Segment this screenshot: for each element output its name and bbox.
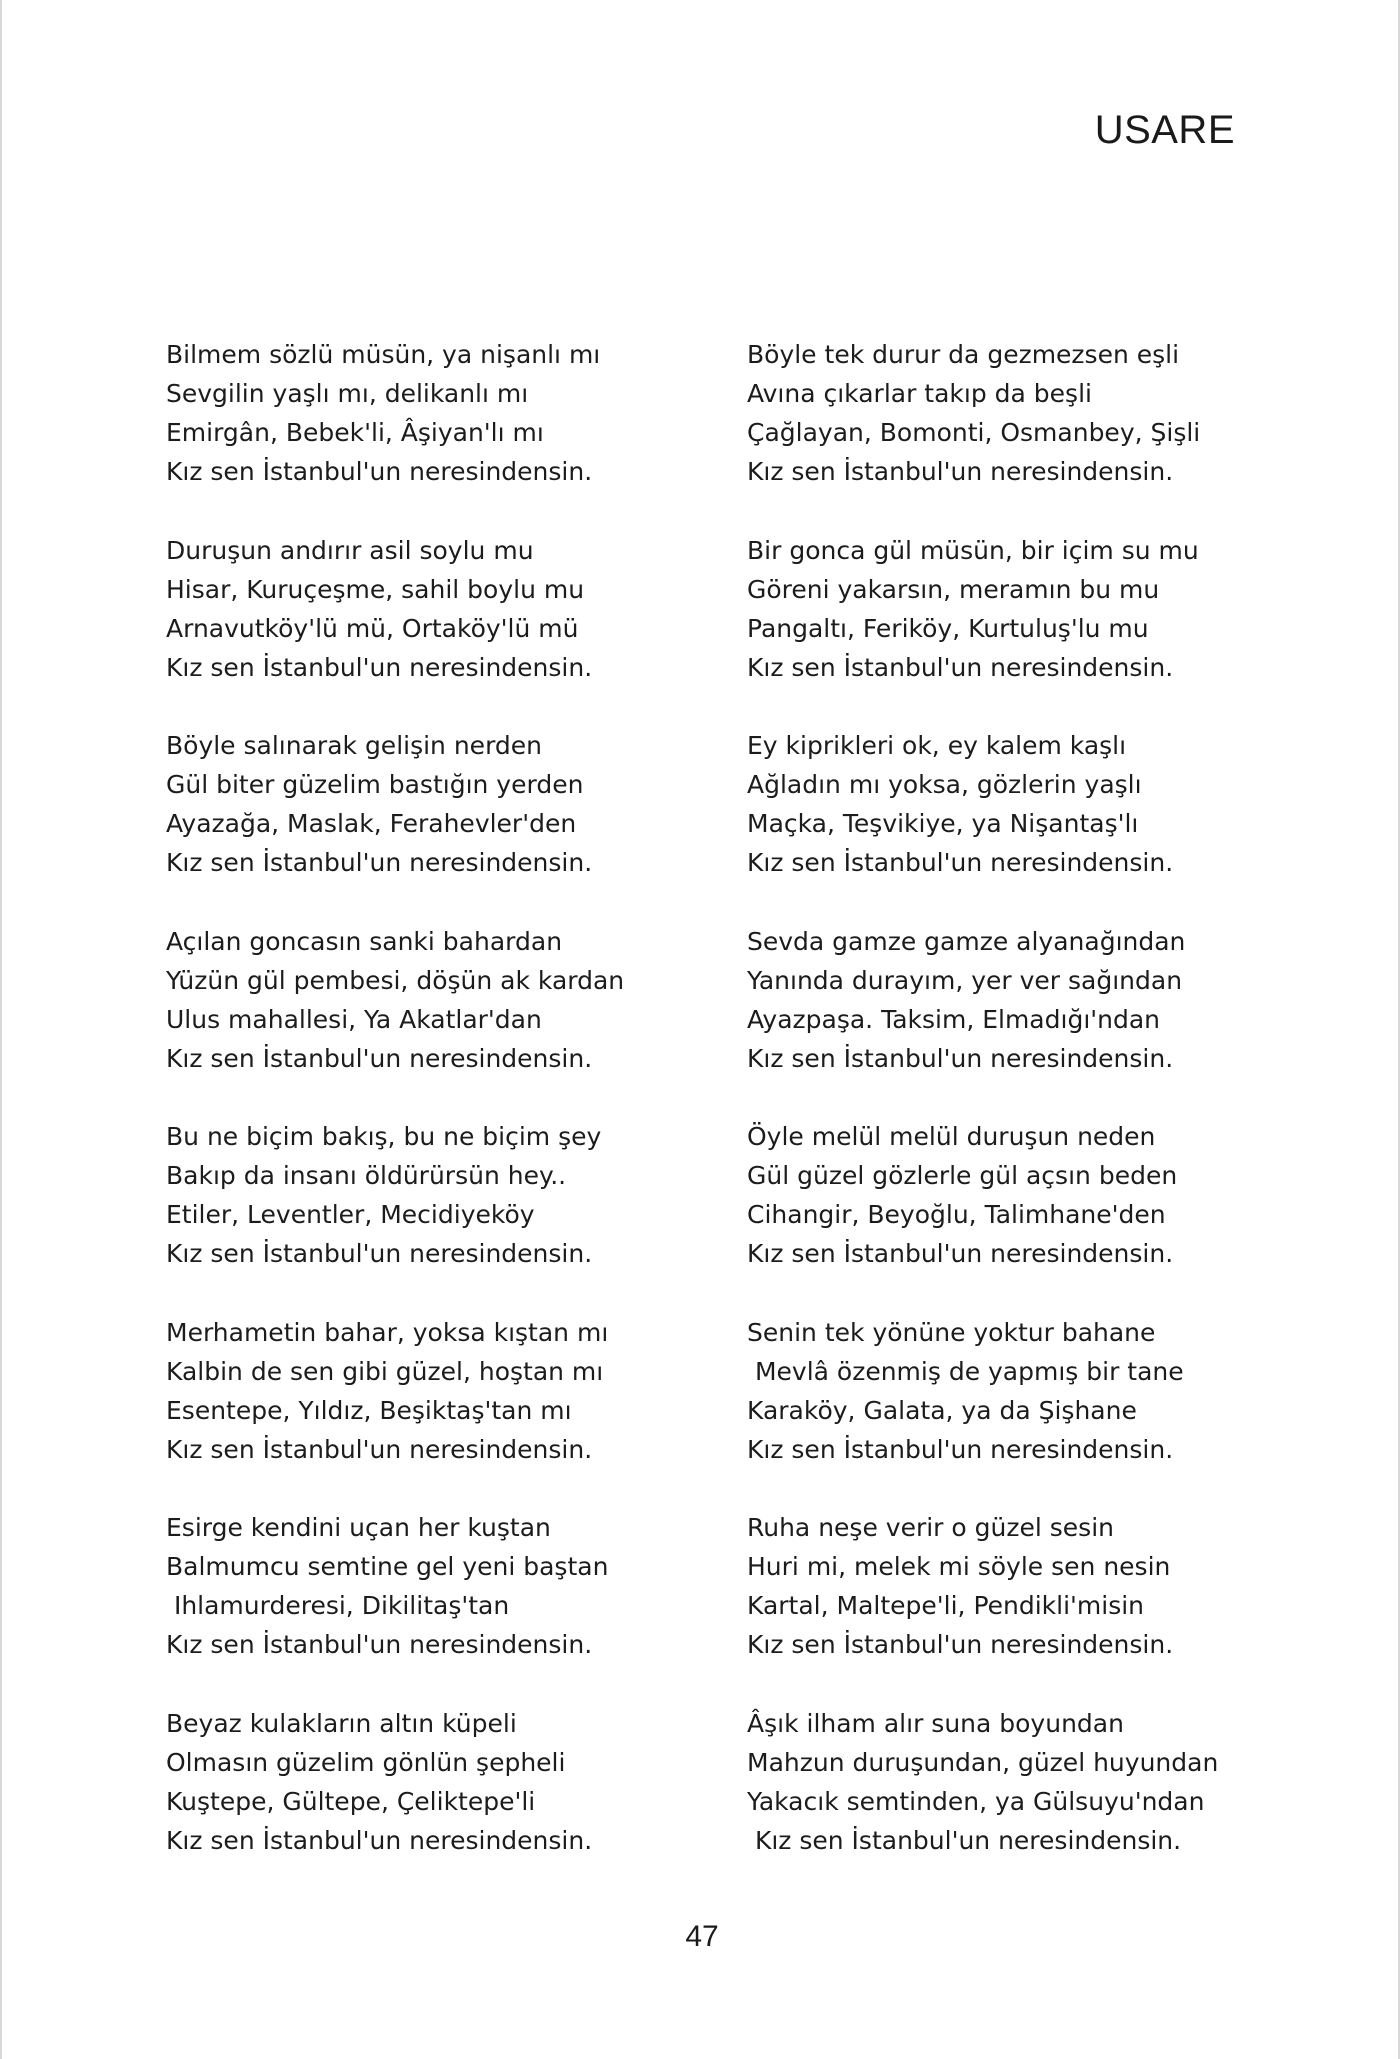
running-header-title: USARE bbox=[1094, 108, 1235, 152]
poem-stanza bbox=[747, 726, 1287, 922]
poem-line: Ayazağa, Maslak, Ferahevler'den bbox=[166, 809, 577, 838]
poem-line: Maçka, Teşvikiye, ya Nişantaş'lı bbox=[747, 809, 1139, 838]
poem-line: Ihlamurderesi, Dikilitaş'tan bbox=[166, 1591, 510, 1620]
poem-line: Balmumcu semtine gel yeni baştan bbox=[166, 1552, 609, 1581]
poem-line: Açılan goncasın sanki bahardan bbox=[166, 926, 563, 956]
poem-line: Sevda gamze gamze alyanağından bbox=[747, 926, 1186, 956]
poem-stanza bbox=[747, 1508, 1287, 1704]
poem-line: Esirge kendini uçan her kuştan bbox=[166, 1513, 551, 1542]
poem-line: Kız sen İstanbul'un neresindensin. bbox=[166, 1043, 593, 1073]
poem-line: Âşık ilham alır suna boyundan bbox=[747, 1708, 1124, 1738]
poem-line: Emirgân, Bebek'li, Âşiyan'lı mı bbox=[166, 418, 544, 447]
poem-stanza bbox=[747, 335, 1287, 531]
poem-line: Sevgilin yaşlı mı, delikanlı mı bbox=[166, 379, 529, 408]
poem-left-column bbox=[166, 335, 706, 1899]
poem-line: Kız sen İstanbul'un neresindensin. bbox=[747, 848, 1174, 877]
poem-line: Kız sen İstanbul'un neresindensin. bbox=[166, 1434, 593, 1464]
poem-stanza bbox=[166, 726, 706, 922]
poem-line: Göreni yakarsın, meramın bu mu bbox=[747, 574, 1160, 604]
poem-line: Yüzün gül pembesi, döşün ak kardan bbox=[166, 965, 625, 995]
poem-line: Bilmem sözlü müsün, ya nişanlı mı bbox=[166, 340, 601, 369]
poem-line: Merhametin bahar, yoksa kıştan mı bbox=[166, 1317, 609, 1347]
poem-line: Mahzun duruşundan, güzel huyundan bbox=[747, 1747, 1219, 1777]
poem-line: Kız sen İstanbul'un neresindensin. bbox=[747, 652, 1174, 682]
poem-stanza bbox=[166, 531, 706, 727]
poem-line: Böyle tek durur da gezmezsen eşli bbox=[747, 340, 1180, 369]
poem-line: Ruha neşe verir o güzel sesin bbox=[747, 1513, 1114, 1542]
poem-line: Bir gonca gül müsün, bir içim su mu bbox=[747, 535, 1199, 565]
poem-line: Ağladın mı yoksa, gözlerin yaşlı bbox=[747, 770, 1142, 799]
poem-stanza bbox=[747, 1704, 1287, 1900]
poem-line: Etiler, Leventler, Mecidiyeköy bbox=[166, 1200, 535, 1229]
poem-line: Ey kiprikleri ok, ey kalem kaşlı bbox=[747, 731, 1127, 760]
poem-line: Kız sen İstanbul'un neresindensin. bbox=[166, 652, 593, 682]
poem-stanza bbox=[747, 1117, 1287, 1313]
poem-stanza bbox=[747, 531, 1287, 727]
poem-line: Kız sen İstanbul'un neresindensin. bbox=[747, 1434, 1174, 1464]
poem-line: Kartal, Maltepe'li, Pendikli'misin bbox=[747, 1591, 1145, 1620]
poem-line: Kız sen İstanbul'un neresindensin. bbox=[166, 1825, 593, 1855]
poem-line: Olmasın güzelim gönlün şepheli bbox=[166, 1747, 566, 1777]
poem-line: Kız sen İstanbul'un neresindensin. bbox=[747, 1825, 1182, 1855]
poem-line: Bakıp da insanı öldürürsün hey.. bbox=[166, 1161, 567, 1190]
poem-line: Kız sen İstanbul'un neresindensin. bbox=[747, 1630, 1174, 1659]
poem-line: Kız sen İstanbul'un neresindensin. bbox=[747, 1043, 1174, 1073]
poem-stanza bbox=[166, 922, 706, 1118]
poem-line: Kız sen İstanbul'un neresindensin. bbox=[166, 848, 593, 877]
poem-stanza bbox=[166, 335, 706, 531]
poem-right-column bbox=[747, 335, 1287, 1899]
poem-line: Bu ne biçim bakış, bu ne biçim şey bbox=[166, 1122, 602, 1151]
poem-line: Senin tek yönüne yoktur bahane bbox=[747, 1317, 1156, 1347]
poem-line: Ulus mahallesi, Ya Akatlar'dan bbox=[166, 1004, 542, 1034]
poem-line: Cihangir, Beyoğlu, Talimhane'den bbox=[747, 1200, 1166, 1229]
poem-line: Avına çıkarlar takıp da beşli bbox=[747, 379, 1092, 408]
poem-line: Kız sen İstanbul'un neresindensin. bbox=[166, 457, 593, 486]
poem-line: Yakacık semtinden, ya Gülsuyu'ndan bbox=[747, 1786, 1205, 1816]
poem-stanza bbox=[747, 1313, 1287, 1509]
poem-stanza bbox=[166, 1313, 706, 1509]
poem-line: Mevlâ özenmiş de yapmış bir tane bbox=[747, 1356, 1184, 1386]
poem-line: Arnavutköy'lü mü, Ortaköy'lü mü bbox=[166, 613, 579, 643]
poem-line: Böyle salınarak gelişin nerden bbox=[166, 731, 543, 760]
page-number: 47 bbox=[685, 1920, 719, 1953]
poem-line: Pangaltı, Feriköy, Kurtuluş'lu mu bbox=[747, 613, 1149, 643]
poem-stanza bbox=[747, 922, 1287, 1118]
poem-line: Beyaz kulakların altın küpeli bbox=[166, 1708, 517, 1738]
poem-line: Kız sen İstanbul'un neresindensin. bbox=[747, 1239, 1174, 1268]
poem-line: Esentepe, Yıldız, Beşiktaş'tan mı bbox=[166, 1395, 572, 1425]
poem-line: Gül güzel gözlerle gül açsın beden bbox=[747, 1161, 1178, 1190]
poem-line: Huri mi, melek mi söyle sen nesin bbox=[747, 1552, 1171, 1581]
poem-line: Hisar, Kuruçeşme, sahil boylu mu bbox=[166, 574, 585, 604]
poem-stanza bbox=[166, 1508, 706, 1704]
poem-line: Öyle melül melül duruşun neden bbox=[747, 1122, 1156, 1151]
poem-line: Kız sen İstanbul'un neresindensin. bbox=[166, 1630, 593, 1659]
poem-line: Ayazpaşa. Taksim, Elmadığı'ndan bbox=[747, 1004, 1161, 1034]
poem-stanza bbox=[166, 1704, 706, 1900]
poem-stanza bbox=[166, 1117, 706, 1313]
poem-line: Kalbin de sen gibi güzel, hoştan mı bbox=[166, 1356, 604, 1386]
poem-line: Duruşun andırır asil soylu mu bbox=[166, 535, 534, 565]
poem-line: Karaköy, Galata, ya da Şişhane bbox=[747, 1395, 1137, 1425]
poem-line: Çağlayan, Bomonti, Osmanbey, Şişli bbox=[747, 418, 1201, 447]
poem-line: Gül biter güzelim bastığın yerden bbox=[166, 770, 584, 799]
poem-line: Kız sen İstanbul'un neresindensin. bbox=[166, 1239, 593, 1268]
poem-line: Yanında durayım, yer ver sağından bbox=[747, 965, 1183, 995]
poem-line: Kız sen İstanbul'un neresindensin. bbox=[747, 457, 1174, 486]
poem-line: Kuştepe, Gültepe, Çeliktepe'li bbox=[166, 1786, 536, 1816]
